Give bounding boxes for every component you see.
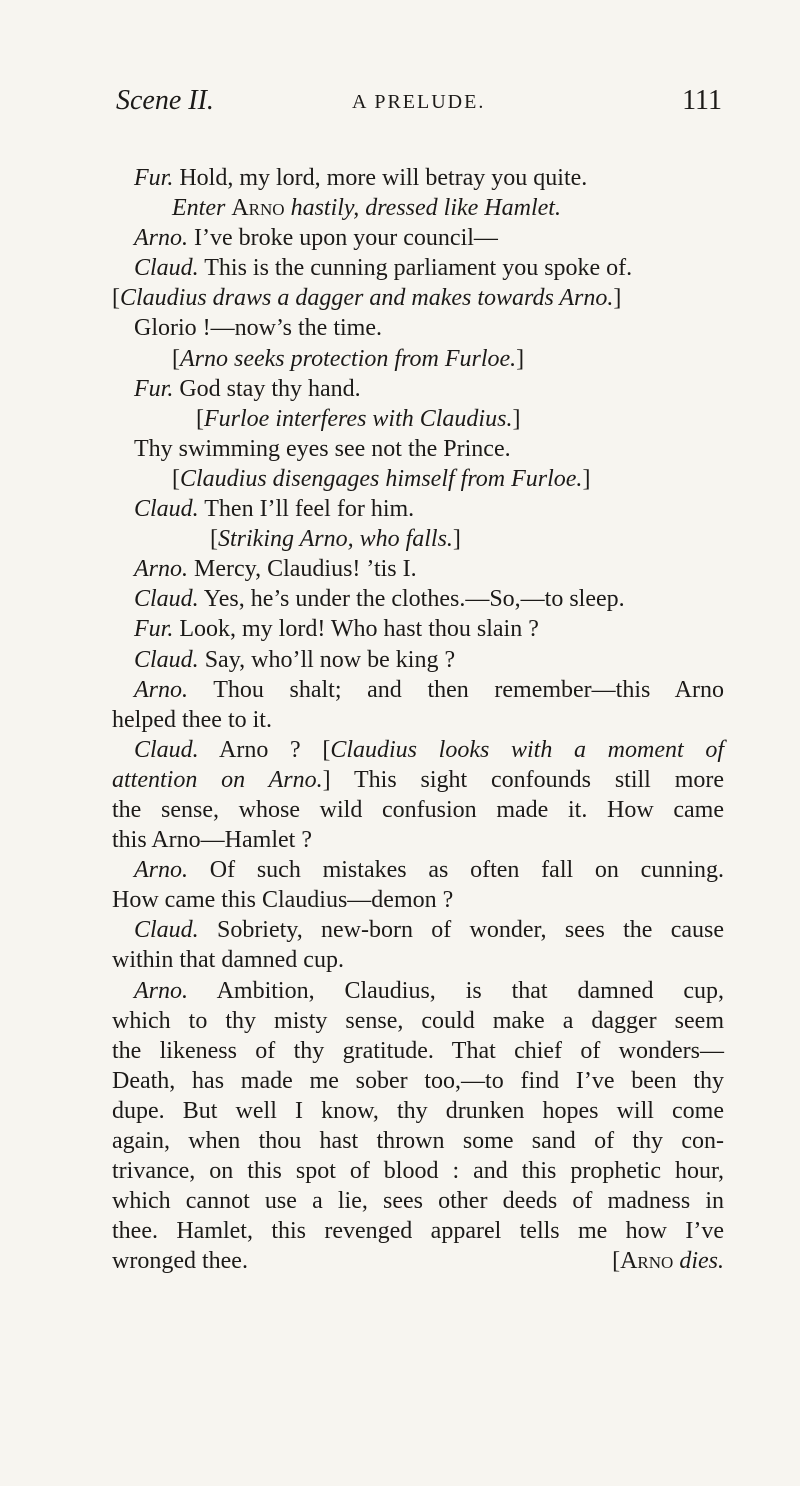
speech-text: wronged thee. [112,1248,248,1275]
bracket: [ [172,345,180,372]
stage-direction-text: Arno seeks protection from Furloe. [180,345,517,372]
stage-direction [112,193,724,223]
scene-heading: Scene II. [116,85,214,116]
speech-text: Glorio !—now’s the time. [134,315,382,342]
speech-text: dupe. But well I know, thy drunken hopes will come [112,1097,724,1124]
stage-direction-text: attention on Arno. [112,766,323,793]
speaker-name: Claud. [134,646,199,673]
speech-text: Hold, my lord, more will betray you quite. [173,165,588,191]
speaker-name: Arno. [134,857,188,884]
speech-text: trivance, on this spot of blood : and this prophetic hour, [112,1158,724,1185]
speaker-name: Fur. [134,616,174,643]
speech-line [112,765,724,795]
speech-line [112,253,724,283]
speech-line [112,163,724,193]
speech-text: Then I’ll feel for him. [198,496,415,523]
stage-direction [112,524,724,554]
bracket: [ [112,285,120,312]
speech-text: Of such mistakes as often fall on cunning. [188,857,724,884]
speech-text: God stay thy hand. [173,375,361,402]
speaker-name: Claud. [134,917,199,944]
speech-text: again, when thou hast thrown some sand of thy con- [112,1128,724,1154]
speech-line [112,313,724,343]
stage-direction [112,464,724,494]
bracket: ] [512,405,521,432]
speech-text: the likeness of thy gratitude. That chief of wonders— [112,1037,724,1064]
speech-text: the sense, whose wild confusion made it. How came [112,796,724,823]
bracket: ] [322,766,331,793]
speech-text: This sight confounds still more [330,766,725,793]
speaker-name: Arno. [134,977,188,1004]
speech-text: thee. Hamlet, this revenged apparel tells me how I’ve [112,1218,724,1245]
speech-line [112,915,724,945]
speech-text: Yes, he’s under the clothes.—So,—to sleep. [198,586,625,613]
speech-line [112,1096,724,1126]
speaker-name: Claud. [134,586,199,613]
speech-text: this Arno—Hamlet ? [112,827,312,854]
stage-direction-text: hastily, dressed like Hamlet. [284,195,561,222]
stage-direction [112,404,724,434]
stage-direction [112,344,724,374]
speech-line [112,1186,724,1216]
speech-text: I’ve broke upon your council— [188,225,498,252]
stage-direction-text: Claudius disengages himself from Furloe. [180,465,583,492]
running-header [116,85,722,125]
speaker-name: Arno. [134,556,188,583]
speaker-name: Claud. [134,496,199,523]
speech-line [112,976,724,1006]
speech-line [112,1066,724,1096]
speech-line [112,614,724,644]
speech-text: Ambition, Claudius, is that damned cup, [188,977,724,1004]
speech-text: within that damned cup. [112,947,344,974]
speech-text: Sobriety, new-born of wonder, sees the cause [198,917,724,944]
speech-line [112,885,724,915]
speech-line [112,795,724,825]
bracket: ] [582,465,591,492]
speech-line [112,1156,724,1186]
stage-direction [612,1246,724,1276]
speech-line [112,735,724,765]
bracket: [ [172,465,180,492]
speech-line [112,675,724,705]
speech-line [112,1006,724,1036]
speech-text: How came this Claudius—demon ? [112,887,454,914]
speech-line [112,223,724,253]
stage-direction-text: Striking Arno, who falls. [218,526,453,553]
play-text [112,163,724,1276]
bracket: ] [452,526,461,553]
stage-direction-text: Claudius draws a dagger and makes towards Arno. [120,285,614,312]
speech-line [112,705,724,735]
bracket: ] [613,285,622,312]
speech-text: Mercy, Claudius! ’tis I. [188,556,417,583]
speech-line [112,645,724,675]
stage-direction-text: dies. [673,1248,724,1275]
character-name: Arno [231,195,285,222]
speaker-name: Arno. [134,225,188,252]
stage-direction [112,283,724,313]
speech-line [112,855,724,885]
running-title: A PRELUDE. [352,91,486,113]
bracket: [ [612,1248,621,1275]
speech-text: Say, who’ll now be king ? [198,646,456,673]
speech-text: Thy swimming eyes see not the Prince. [134,435,511,462]
bracket: [ [210,526,218,553]
speaker-name: Claud. [134,255,199,282]
bracket: [ [196,405,204,432]
speech-line [112,1216,724,1246]
speech-text: helped thee to it. [112,706,272,733]
speech-text: Look, my lord! Who hast thou slain ? [173,616,539,643]
stage-direction-text: Claudius looks with a moment of [330,736,724,763]
speaker-name: Arno. [134,676,188,703]
speech-line [112,554,724,584]
speech-text: This is the cunning parliament you spoke of. [198,255,633,282]
speech-text: which to thy misty sense, could make a dagger seem [112,1007,724,1034]
stage-direction-text: Furloe interferes with Claudius. [204,405,513,432]
speech-text: Thou shalt; and then remember—this Arno [188,676,724,703]
speaker-name: Fur. [134,165,174,191]
speech-line [112,1036,724,1066]
bracket: ] [516,345,525,372]
speech-line [112,945,724,975]
speaker-name: Claud. [134,736,199,763]
page-number: 111 [682,85,722,116]
speech-line [112,1126,724,1156]
speech-text: Arno ? [ [198,736,331,763]
speech-text: Death, has made me sober too,—to find I’ve been thy [112,1067,724,1094]
character-name: Arno [620,1248,674,1275]
speech-line [112,494,724,524]
speech-line [112,374,724,404]
speech-line [112,825,724,855]
speaker-name: Fur. [134,375,174,402]
speech-line [112,434,724,464]
speech-line [112,584,724,614]
speech-text: which cannot use a lie, sees other deeds of madness in [112,1188,724,1215]
stage-direction-text: Enter [172,195,232,222]
speech-line [112,1246,724,1276]
